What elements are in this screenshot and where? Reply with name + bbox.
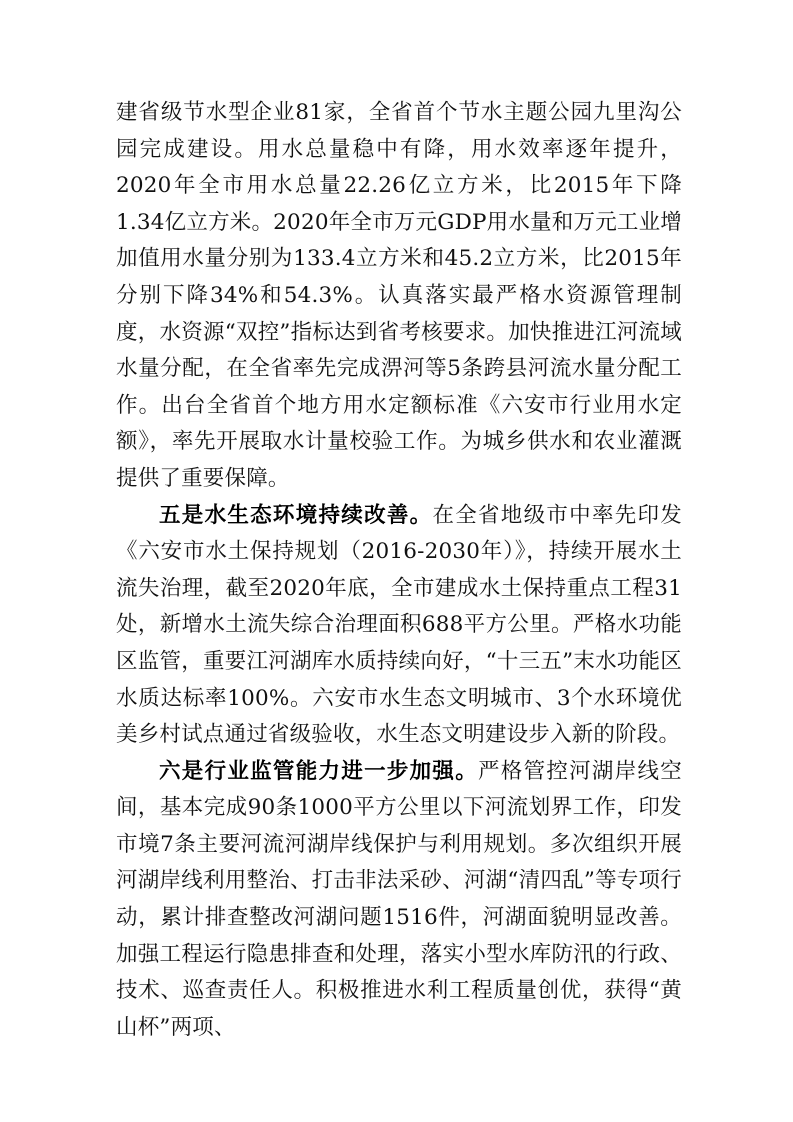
paragraph-water-use	[116, 95, 682, 498]
body-text	[116, 95, 682, 1046]
paragraph-regulation	[116, 754, 682, 1047]
paragraph-water-ecology	[116, 498, 682, 754]
paragraph-body: 建省级节水型企业81家，全省首个节水主题公园九里沟公园完成建设。用水总量稳中有降，用水效率逐年提升，2020年全市用水总量22.26亿立方米，比2015年下降1.34亿立方米。2020年全市万元GDP用水量和万元工业增加值用水量分别为133.4立方米和45.2立方米，比2015年分别下降34%和54.3%。认真落实最严格水资源管理制度，水资源“双控”指标达到省考核要求。加快推进江河流域水量分配，在全省率先完成淠河等5条跨县河流水量分配工作。出台全省首个地方用水定额标准《六安市行业用水定额》，率先开展取水计量校验工作。为城乡供水和农业灌溉提供了重要保障。	[116, 100, 682, 491]
paragraph-body: 在全省地级市中率先印发《六安市水土保持规划（2016-2030年）》，持续开展水土流失治理，截至2020年底，全市建成水土保持重点工程31处，新增水土流失综合治理面积688平方公里。严格水功能区监管，重要江河湖库水质持续向好，“十三五”末水功能区水质达标率100%。六安市水生态文明城市、3个水环境优美乡村试点通过省级验收，水生态文明建设步入新的阶段。	[116, 502, 682, 748]
paragraph-heading: 五是水生态环境持续改善。	[159, 502, 433, 528]
paragraph-body: 严格管控河湖岸线空间，基本完成90条1000平方公里以下河流划界工作，印发市境7条主要河流河湖岸线保护与利用规划。多次组织开展河湖岸线利用整治、打击非法采砂、河湖“清四乱”等专项行动，累计排查整改河湖问题1516件，河湖面貌明显改善。加强工程运行隐患排查和处理，落实小型水库防汛的行政、技术、巡查责任人。积极推进水利工程质量创优，获得“黄山杯”两项、	[116, 758, 682, 1040]
paragraph-heading: 六是行业监管能力进一步加强。	[159, 758, 478, 784]
